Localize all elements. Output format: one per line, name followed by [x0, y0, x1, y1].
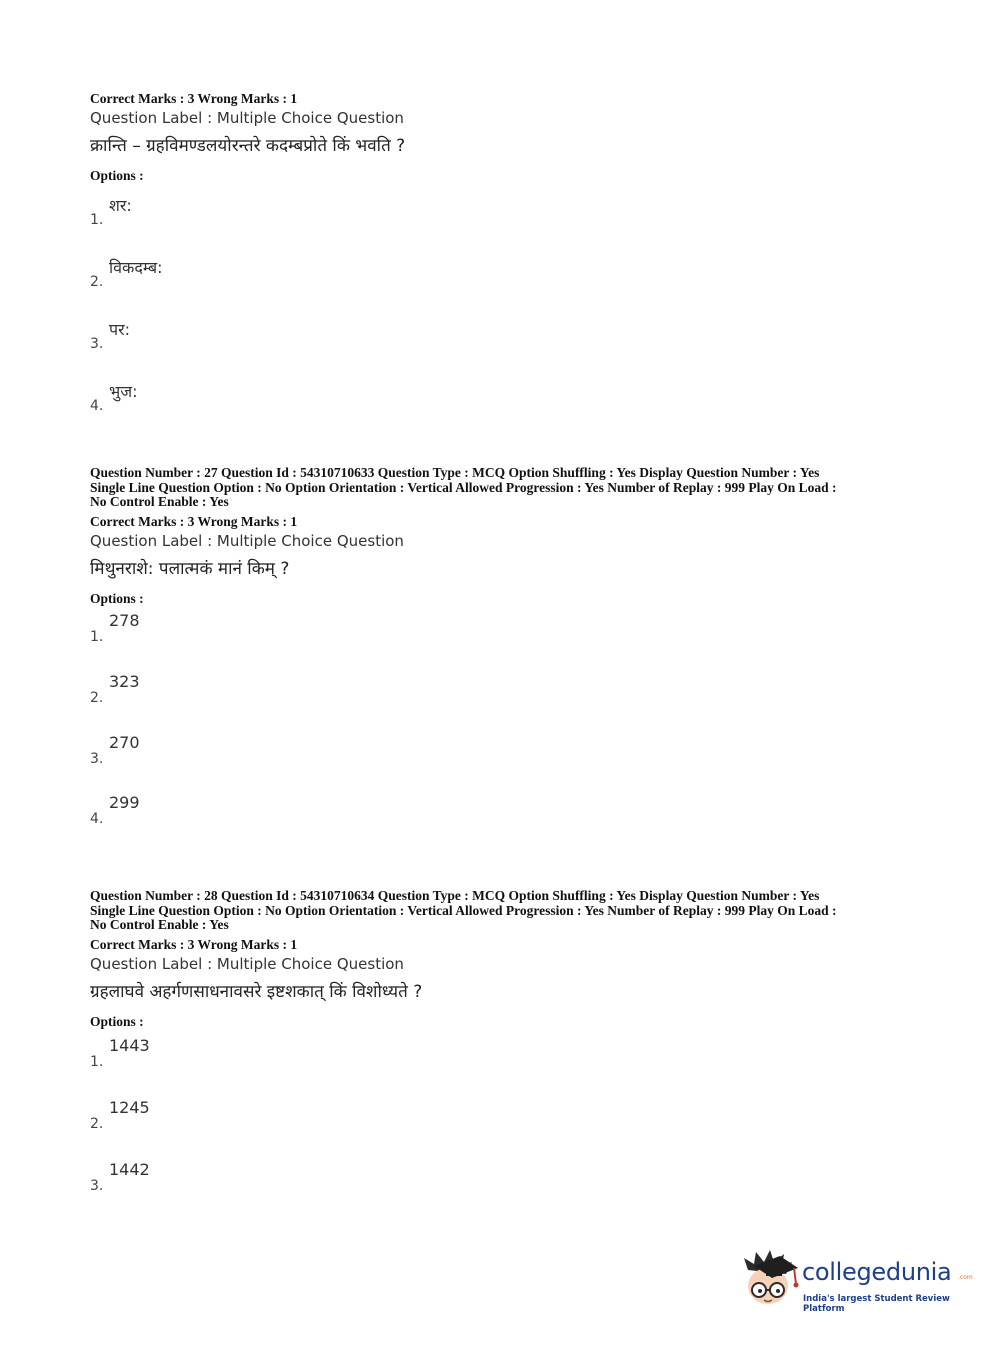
- question-text: ग्रहलाघवे अहर्गणसाधनावसरे इष्टशकात् किं विशोध्यते ?: [90, 981, 423, 1002]
- option-text: 1245: [109, 1097, 150, 1117]
- option-text: 1443: [109, 1035, 150, 1055]
- option-number: 4.: [90, 398, 104, 414]
- question-meta-line-3: No Control Enable : Yes: [90, 494, 229, 509]
- options-label: Options :: [90, 590, 144, 606]
- option-text: 278: [109, 610, 140, 630]
- question-label: Question Label : Multiple Choice Question: [90, 954, 404, 973]
- option-number: 3.: [90, 336, 104, 352]
- option-number: 2.: [90, 1115, 104, 1132]
- question-meta-line-1: Question Number : 27 Question Id : 54310710633 Question Type : MCQ Option Shuffling : Yes Display Question Number : Yes: [90, 465, 820, 480]
- option-item: [90, 192, 920, 254]
- question-text: मिथुनराशे: पलात्मकं मानं किम् ?: [90, 558, 290, 579]
- option-number: 1.: [90, 212, 104, 228]
- option-number: 2.: [90, 274, 104, 290]
- option-number: 4.: [90, 810, 104, 827]
- option-text: 1442: [109, 1159, 150, 1179]
- question-26: [90, 91, 920, 440]
- option-item: [90, 316, 920, 378]
- logo-tagline: India's largest Student Review Platform: [803, 1294, 950, 1314]
- option-text: पर:: [109, 320, 131, 339]
- question-meta-line-2: Single Line Question Option : No Option Orientation : Vertical Allowed Progression : Yes Number of Replay : 999 Play On Load :: [90, 902, 837, 918]
- marks-line: Correct Marks : 3 Wrong Marks : 1: [90, 513, 298, 529]
- options-list: [90, 192, 920, 440]
- options-label: Options :: [90, 168, 144, 183]
- logo-domain: .com: [958, 1274, 973, 1281]
- option-item: [90, 378, 920, 440]
- option-text: 323: [109, 671, 140, 691]
- option-number: 1.: [90, 628, 104, 645]
- question-28: [90, 889, 920, 1220]
- options-label: Options :: [90, 1013, 144, 1029]
- question-text: क्रान्ति – ग्रहविमण्डलयोरन्तरे कदम्बप्रोते किं भवति ?: [90, 136, 406, 156]
- marks-line: Correct Marks : 3 Wrong Marks : 1: [90, 936, 298, 952]
- option-item: [90, 1158, 920, 1220]
- options-list: [90, 1034, 920, 1220]
- question-meta-line-1: Question Number : 28 Question Id : 54310710634 Question Type : MCQ Option Shuffling : Yes Display Question Number : Yes: [90, 888, 820, 903]
- option-item: [90, 254, 920, 316]
- collegedunia-logo: [740, 1248, 973, 1320]
- option-item: [90, 1034, 920, 1096]
- mascot-icon: [740, 1248, 800, 1310]
- question-meta-line-2: Single Line Question Option : No Option Orientation : Vertical Allowed Progression : Yes Number of Replay : 999 Play On Load :: [90, 479, 837, 495]
- marks-line: Correct Marks : 3 Wrong Marks : 1: [90, 91, 298, 106]
- option-item: [90, 731, 920, 791]
- option-text: विकदम्ब:: [109, 258, 163, 277]
- option-text: 299: [109, 792, 140, 812]
- question-label: Question Label : Multiple Choice Question: [90, 531, 404, 550]
- question-label: Question Label : Multiple Choice Question: [90, 109, 404, 127]
- logo-wordmark: collegedunia: [802, 1258, 952, 1286]
- option-text: शर:: [109, 196, 132, 215]
- option-text: भुज:: [109, 382, 138, 401]
- question-27: [90, 466, 920, 851]
- options-list: [90, 609, 920, 851]
- option-number: 3.: [90, 750, 104, 767]
- question-meta-line-3: No Control Enable : Yes: [90, 917, 229, 932]
- option-number: 2.: [90, 689, 104, 706]
- option-item: [90, 609, 920, 670]
- option-text: 270: [109, 732, 140, 752]
- option-item: [90, 791, 920, 851]
- option-number: 3.: [90, 1177, 104, 1194]
- option-item: [90, 1096, 920, 1158]
- option-item: [90, 670, 920, 731]
- option-number: 1.: [90, 1053, 104, 1070]
